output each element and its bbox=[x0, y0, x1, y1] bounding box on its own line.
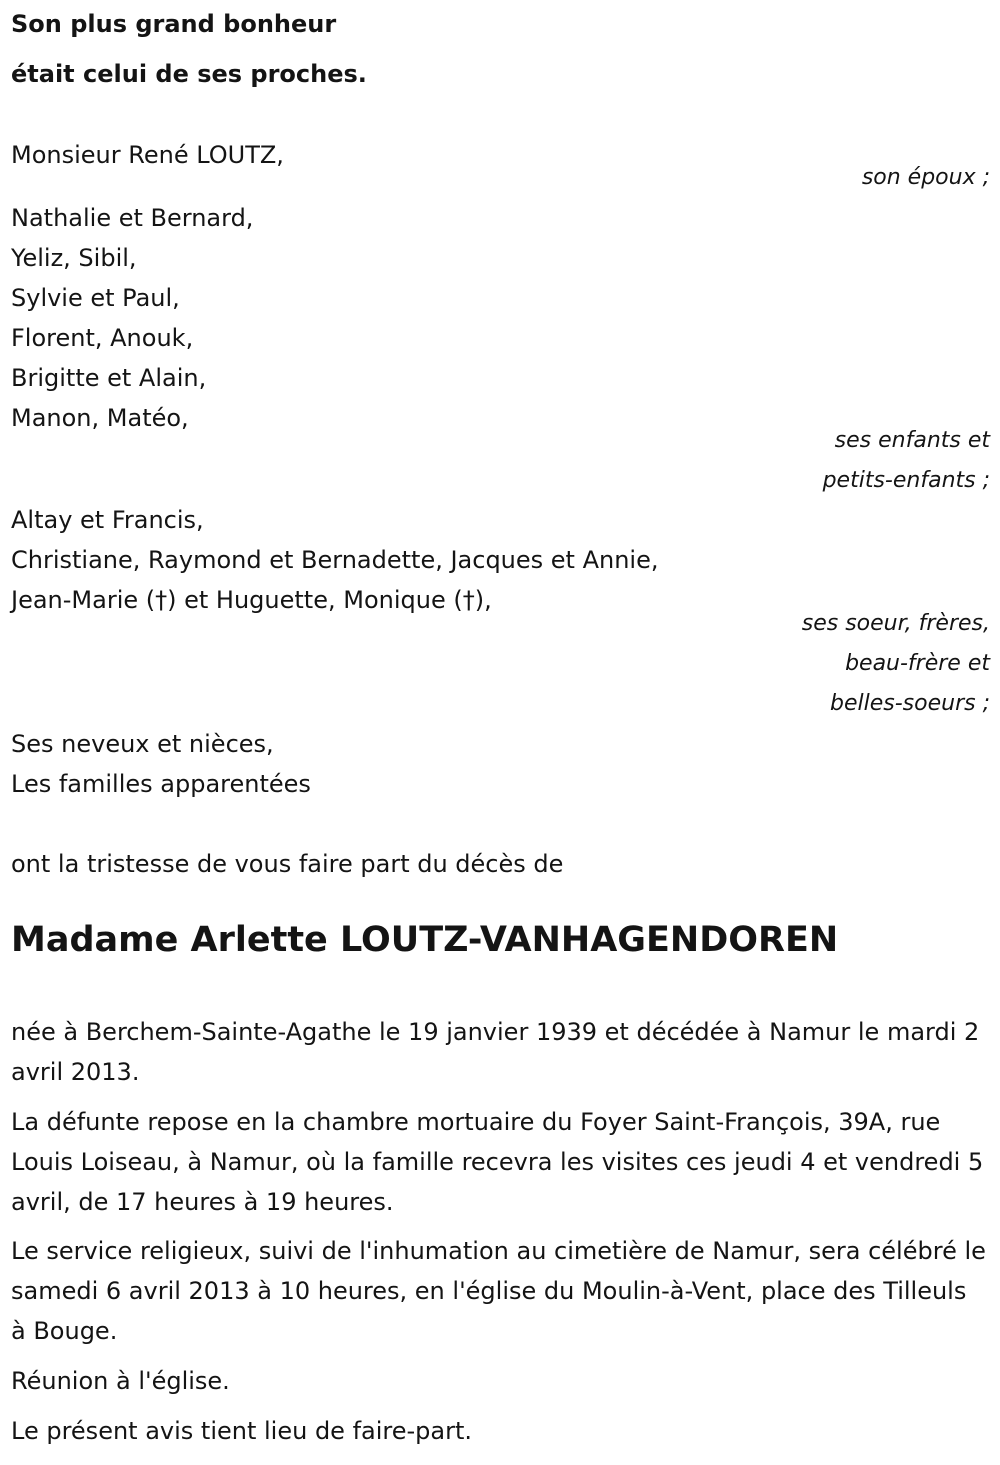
child-line: Florent, Anouk, bbox=[11, 324, 194, 352]
relatives-line: Ses neveux et nièces, bbox=[11, 730, 274, 758]
children-role-1: ses enfants et bbox=[834, 428, 990, 453]
siblings-role-3: belles-soeurs ; bbox=[830, 691, 990, 716]
sibling-line: Altay et Francis, bbox=[11, 506, 204, 534]
child-line: Brigitte et Alain, bbox=[11, 364, 207, 392]
husband-role: son époux ; bbox=[861, 165, 990, 190]
husband-name: Monsieur René LOUTZ, bbox=[11, 141, 284, 169]
deceased-name: Madame Arlette LOUTZ-VANHAGENDOREN bbox=[11, 920, 839, 960]
funeral-service-paragraph: Le service religieux, suivi de l'inhumation au cimetière de Namur, sera célébré le samedi 6 avril 2013 à 10 heures, en l'église du Moulin-à-Vent, place des Tilleuls à Bouge. bbox=[11, 1237, 986, 1345]
child-line: Sylvie et Paul, bbox=[11, 284, 180, 312]
notice-paragraph: Le présent avis tient lieu de faire-part. bbox=[11, 1417, 473, 1445]
relatives-line: Les familles apparentées bbox=[11, 770, 311, 798]
motto-line-1: Son plus grand bonheur bbox=[11, 10, 337, 38]
birth-death-paragraph: née à Berchem-Sainte-Agathe le 19 janvier 1939 et décédée à Namur le mardi 2 avril 2013. bbox=[11, 1018, 980, 1086]
visitation-paragraph: La défunte repose en la chambre mortuaire du Foyer Saint-François, 39A, rue Louis Loiseau, à Namur, où la famille recevra les visites ces jeudi 4 et vendredi 5 avril, de 17 heures à 19 heures. bbox=[11, 1108, 984, 1216]
sibling-line: Christiane, Raymond et Bernadette, Jacques et Annie, bbox=[11, 546, 659, 574]
child-line: Manon, Matéo, bbox=[11, 404, 189, 432]
siblings-role-2: beau-frère et bbox=[845, 651, 990, 676]
announcement: ont la tristesse de vous faire part du décès de bbox=[11, 850, 564, 878]
siblings-role-1: ses soeur, frères, bbox=[801, 611, 990, 636]
motto-line-2: était celui de ses proches. bbox=[11, 60, 367, 88]
children-role-2: petits-enfants ; bbox=[822, 468, 990, 493]
child-line: Nathalie et Bernard, bbox=[11, 204, 254, 232]
sibling-line: Jean-Marie (†) et Huguette, Monique (†), bbox=[11, 586, 492, 614]
child-line: Yeliz, Sibil, bbox=[11, 244, 137, 272]
meeting-paragraph: Réunion à l'église. bbox=[11, 1367, 230, 1395]
